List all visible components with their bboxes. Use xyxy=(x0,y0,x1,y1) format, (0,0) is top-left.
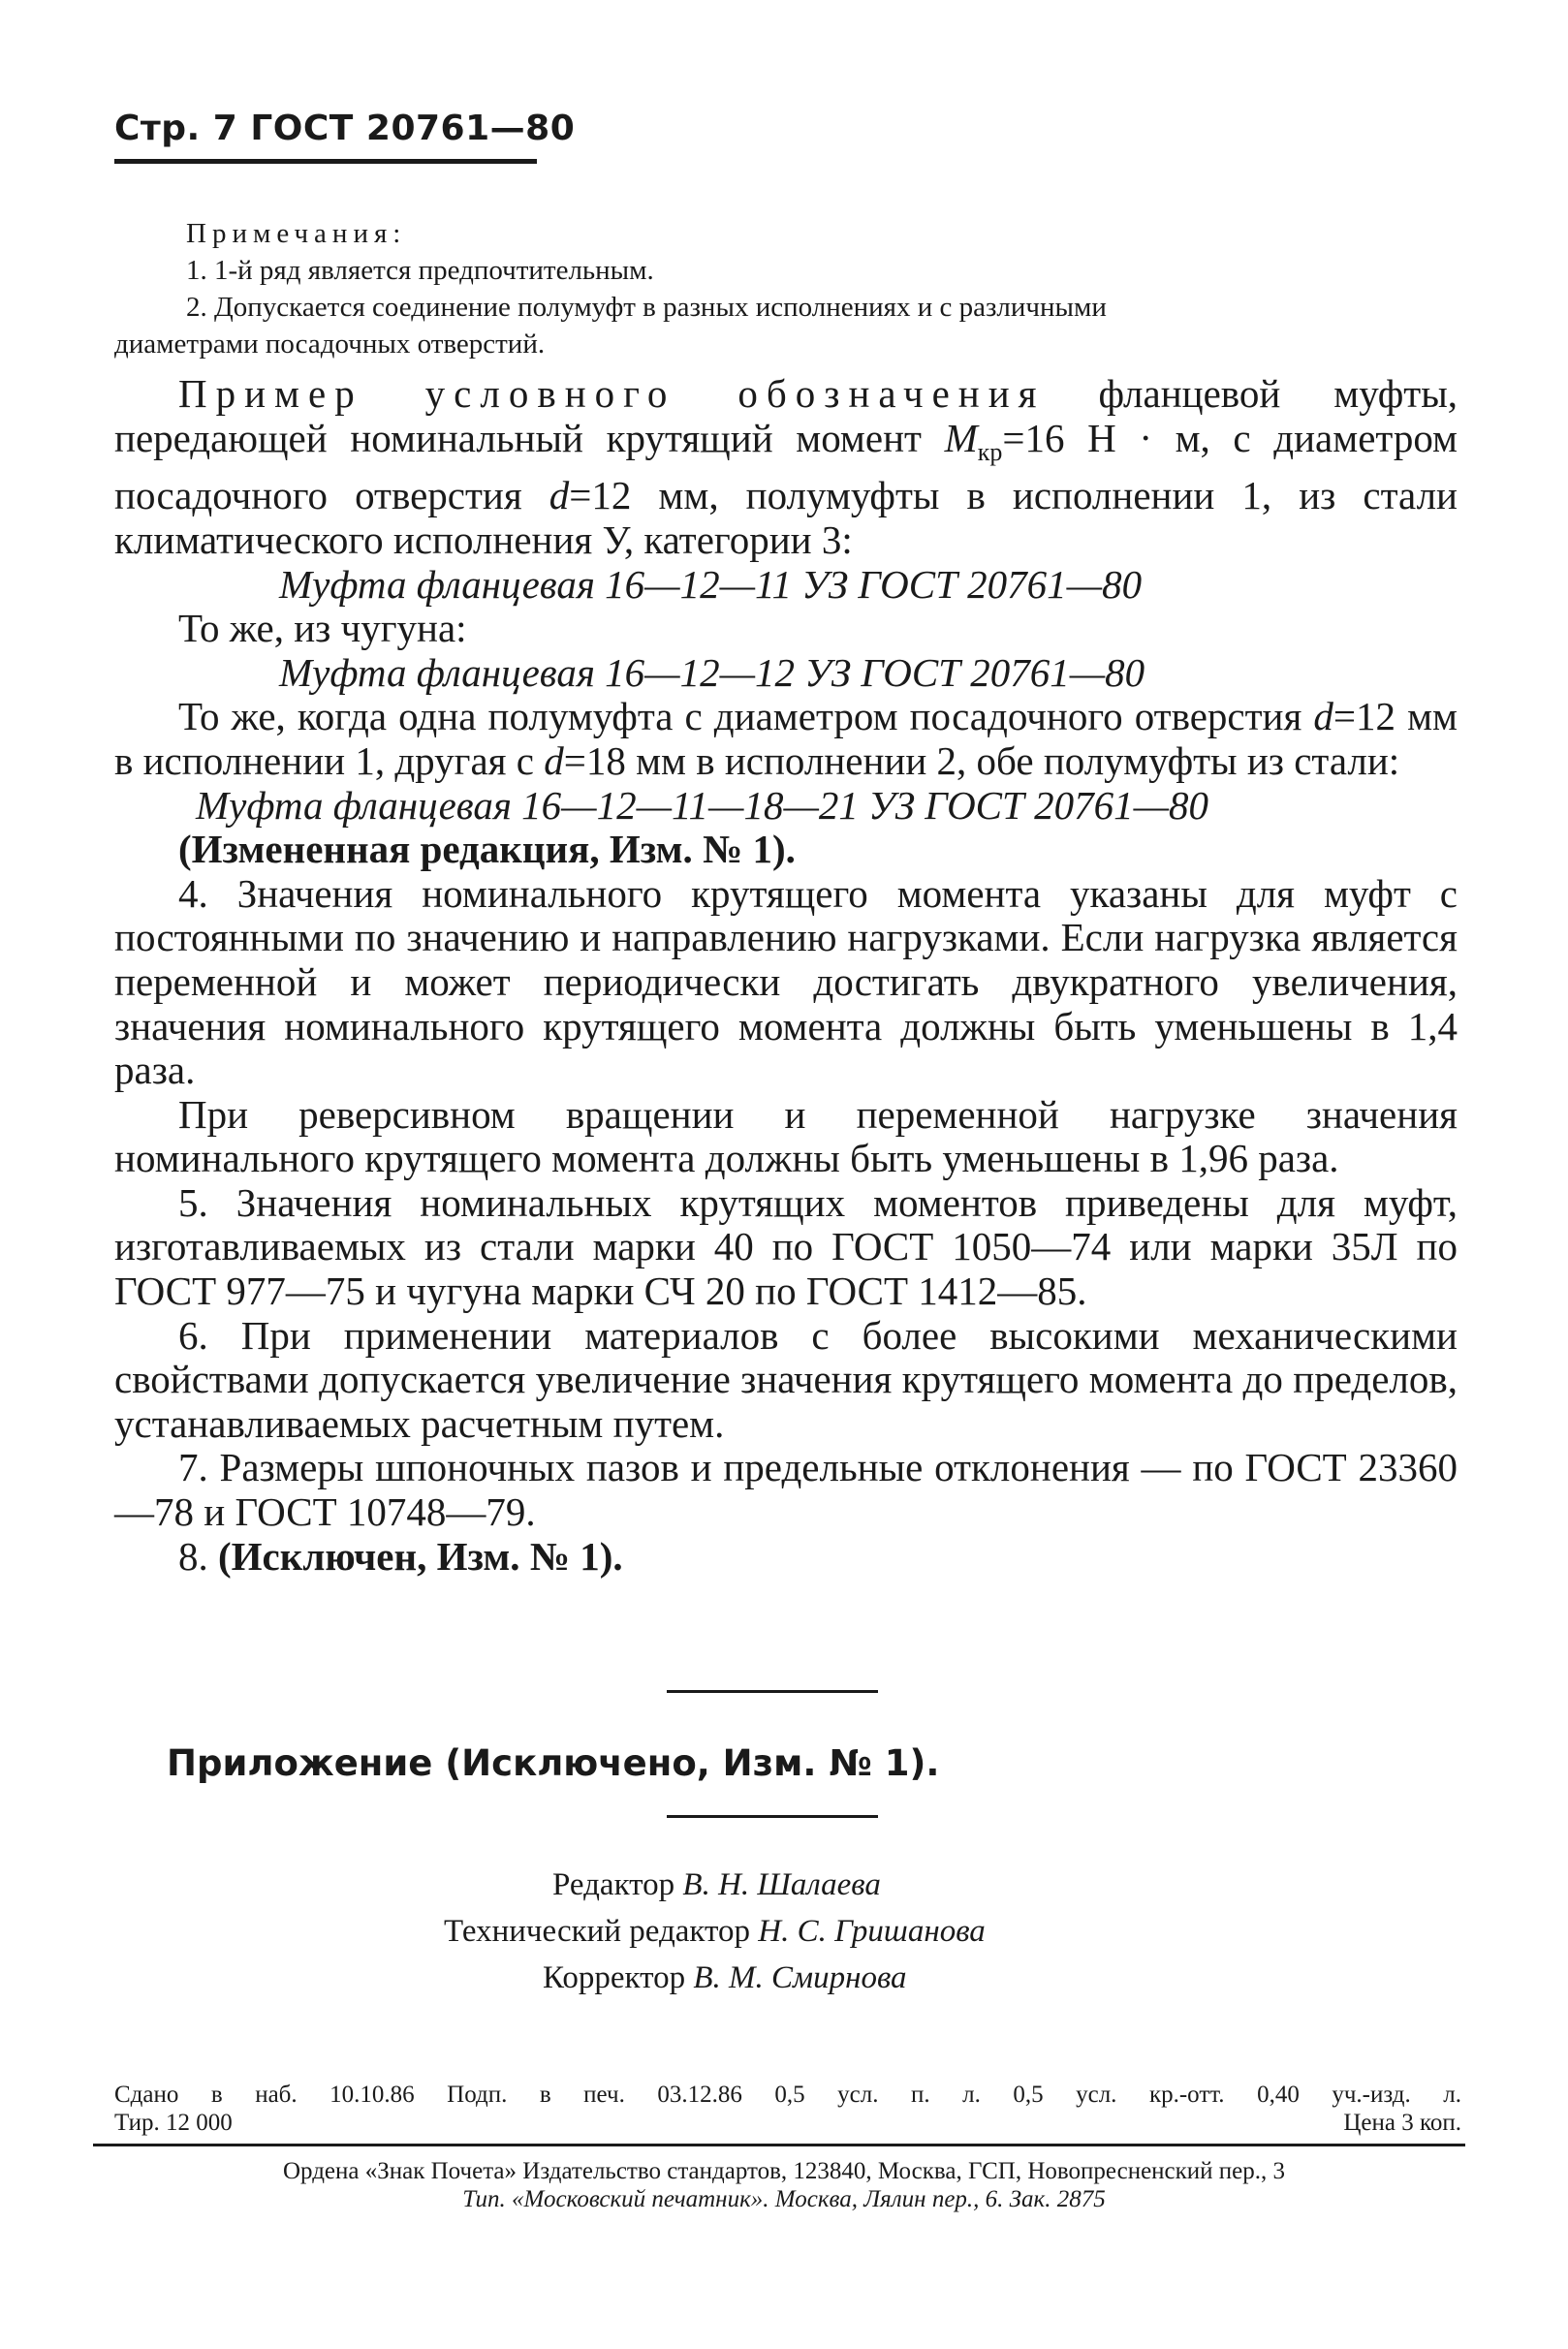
m-subscript: кр xyxy=(977,437,1003,466)
paragraph-8-text: (Исключен, Изм. № 1). xyxy=(218,1533,623,1579)
credits-block xyxy=(0,1862,1568,2026)
tech-editor-name: Н. С. Гришанова xyxy=(758,1914,986,1949)
main-text xyxy=(114,372,1458,1579)
imprint-block xyxy=(114,2081,1461,2137)
corrector-name: В. М. Смирнова xyxy=(693,1960,907,1995)
m-symbol: M xyxy=(944,415,978,460)
same-two-text-b: =12 мм в исполнении 1, другая с xyxy=(114,694,1458,783)
tech-editor-credit xyxy=(444,1908,986,1955)
paragraph-8-number: 8. xyxy=(178,1533,218,1579)
separator-bottom xyxy=(667,1815,878,1818)
paragraph-8 xyxy=(114,1535,1458,1580)
note-text: 2. Допускается соединение полумуфт в разных исполнениях и с различными xyxy=(186,292,1107,323)
designation-cast-iron: Муфта фланцевая 16—12—12 УЗ ГОСТ 20761—80 xyxy=(279,649,1145,695)
print-run: Тир. 12 000 xyxy=(114,2110,233,2136)
example-lead-rest: фланцевой муфты, передающей номинальный крутящий момент xyxy=(114,371,1458,460)
example-lead: Пример условного обозначения xyxy=(178,371,1046,416)
tech-editor-label: Технический редактор xyxy=(444,1914,750,1949)
m-value: =16 Н · м, xyxy=(1002,415,1210,460)
same-cast-iron: То же, из чугуна: xyxy=(178,606,467,651)
d-symbol: d xyxy=(544,737,564,783)
same-two-halves xyxy=(114,695,1458,783)
editor-label: Редактор xyxy=(552,1867,675,1902)
paragraph-5: 5. Значения номинальных крутящих моментов приведены для муфт, изготавливаемых из стали марки 40 по ГОСТ 1050—74 или марки 35Л по ГОСТ 977—75 и чугуна марки СЧ 20 по ГОСТ 1412—85. xyxy=(114,1179,1458,1314)
imprint-line-1: Сдано в наб. 10.10.86 Подп. в печ. 03.12.86 0,5 усл. п. л. 0,5 усл. кр.-отт. 0,40 уч.-изд. л. xyxy=(114,2082,1461,2108)
paragraph-4-reverse: При реверсивном вращении и переменной нагрузке значения номинального крутящего момента должны быть уменьшены в 1,96 раза. xyxy=(114,1091,1458,1181)
paragraph-7: 7. Размеры шпоночных пазов и предельные отклонения — по ГОСТ 23360—78 и ГОСТ 10748—79. xyxy=(114,1445,1458,1535)
corrector-credit xyxy=(543,1955,907,2001)
paragraph-4: 4. Значения номинального крутящего момента указаны для муфт с постоянными по значению и направлению нагрузками. Если нагрузка является переменной и может периодически достигать двукратного увеличения, значения номинального крутящего момента должны быть уменьшены в 1,4 раза. xyxy=(114,870,1458,1093)
amendment-note: (Измененная редакция, Изм. № 1). xyxy=(178,827,796,872)
page-header: Стр. 7 ГОСТ 20761—80 xyxy=(114,109,576,148)
example-cont1: с диаметром посадочного отверстия xyxy=(114,415,1458,518)
publisher-line-1: Ордена «Знак Почета» Издательство стандартов, 123840, Москва, ГСП, Новопресненский пер., 3 xyxy=(282,2158,1286,2184)
header-rule xyxy=(114,159,537,164)
designation-mixed: Муфта фланцевая 16—12—11—18—21 УЗ ГОСТ 20761—80 xyxy=(196,782,1209,828)
publisher-block xyxy=(0,2157,1568,2213)
editor-name: В. Н. Шалаева xyxy=(682,1867,881,1902)
corrector-label: Корректор xyxy=(543,1960,686,1995)
same-two-text-c: =18 мм в исполнении 2, обе полумуфты из стали: xyxy=(563,737,1400,783)
note-item xyxy=(114,289,1471,326)
imprint-rule xyxy=(93,2144,1465,2146)
separator-top xyxy=(667,1690,878,1693)
example-paragraph xyxy=(114,372,1458,563)
d-symbol: d xyxy=(549,473,570,518)
same-two-text-a: То же, когда одна полумуфта с диаметром посадочного отверстия xyxy=(178,694,1314,739)
notes-block xyxy=(114,215,1471,362)
note-item: 1. 1-й ряд является предпочтительным. xyxy=(186,255,654,286)
paragraph-6: 6. При применении материалов с более высокими механическими свойствами допускается увеличение значения крутящего момента до пределов, устанавливаемых расчетным путем. xyxy=(114,1312,1458,1446)
note-item-continuation: диаметрами посадочных отверстий. xyxy=(114,329,546,360)
price: Цена 3 коп. xyxy=(1343,2110,1461,2136)
example-cont2: =12 мм, полумуфты в исполнении 1, из стали климатического исполнения У, категории 3: xyxy=(114,473,1458,562)
publisher-line-2: Тип. «Московский печатник». Москва, Лялин пер., 6. Зак. 2875 xyxy=(462,2186,1106,2212)
notes-title: Примечания: xyxy=(186,218,407,249)
d-symbol: d xyxy=(1313,694,1333,739)
appendix-note: Приложение (Исключено, Изм. № 1). xyxy=(167,1742,940,1784)
editor-credit xyxy=(552,1862,881,1908)
imprint-line-2 xyxy=(114,2109,1461,2137)
designation-steel: Муфта фланцевая 16—12—11 УЗ ГОСТ 20761—80 xyxy=(279,561,1143,607)
